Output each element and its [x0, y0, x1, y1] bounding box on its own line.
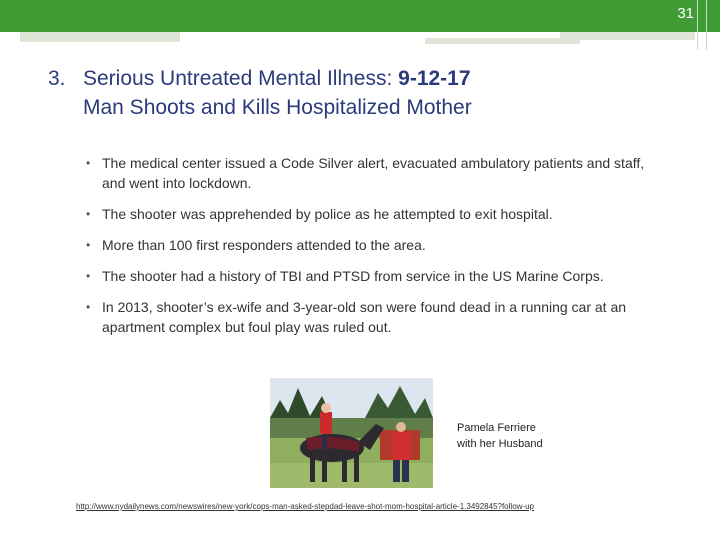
- bullet-dot-icon: •: [86, 207, 91, 221]
- header-accent-strip: [425, 38, 580, 44]
- caption-line1: Pamela Ferriere: [457, 422, 536, 434]
- bullet-item: [86, 153, 646, 193]
- corner-decoration: [697, 0, 720, 50]
- bullet-list: [86, 153, 646, 348]
- bullet-item: [86, 297, 646, 337]
- photo-caption: [457, 420, 607, 452]
- photo-couple-with-horse: [270, 378, 433, 488]
- bullet-dot-icon: •: [86, 156, 91, 170]
- bullet-dot-icon: •: [86, 238, 91, 252]
- bullet-text: The medical center issued a Code Silver alert, evacuated ambulatory patients and staff, and went into lockdown.: [102, 155, 645, 191]
- source-link[interactable]: http://www.nydailynews.com/newswires/new-york/cops-man-asked-stepdad-leave-shot-mom-hospital-article-1.3492845?follow-up: [76, 502, 534, 511]
- bullet-text: The shooter was apprehended by police as he attempted to exit hospital.: [102, 206, 553, 222]
- caption-line2: with her Husband: [457, 438, 543, 450]
- slide-number: 31: [677, 5, 694, 22]
- bullet-dot-icon: •: [86, 269, 91, 283]
- bullet-text: In 2013, shooter’s ex-wife and 3-year-old son were found dead in a running car at an apartment complex but foul play was ruled out.: [102, 299, 627, 335]
- bullet-text: The shooter had a history of TBI and PTSD from service in the US Marine Corps.: [102, 268, 604, 284]
- bullet-item: [86, 235, 646, 255]
- header-accent-strip: [560, 32, 695, 40]
- bullet-item: [86, 266, 646, 286]
- bullet-item: [86, 204, 646, 224]
- header-accent-strip: [20, 32, 180, 42]
- bullet-text: More than 100 first responders attended to the area.: [102, 237, 426, 253]
- header-bar: [0, 0, 720, 32]
- title-date: 9-12-17: [398, 67, 471, 90]
- title-number: 3.: [48, 67, 66, 90]
- title-line2: Man Shoots and Kills Hospitalized Mother: [83, 96, 472, 119]
- bullet-dot-icon: •: [86, 300, 91, 314]
- title-text: [83, 64, 663, 122]
- title-line1: Serious Untreated Mental Illness:: [83, 67, 399, 90]
